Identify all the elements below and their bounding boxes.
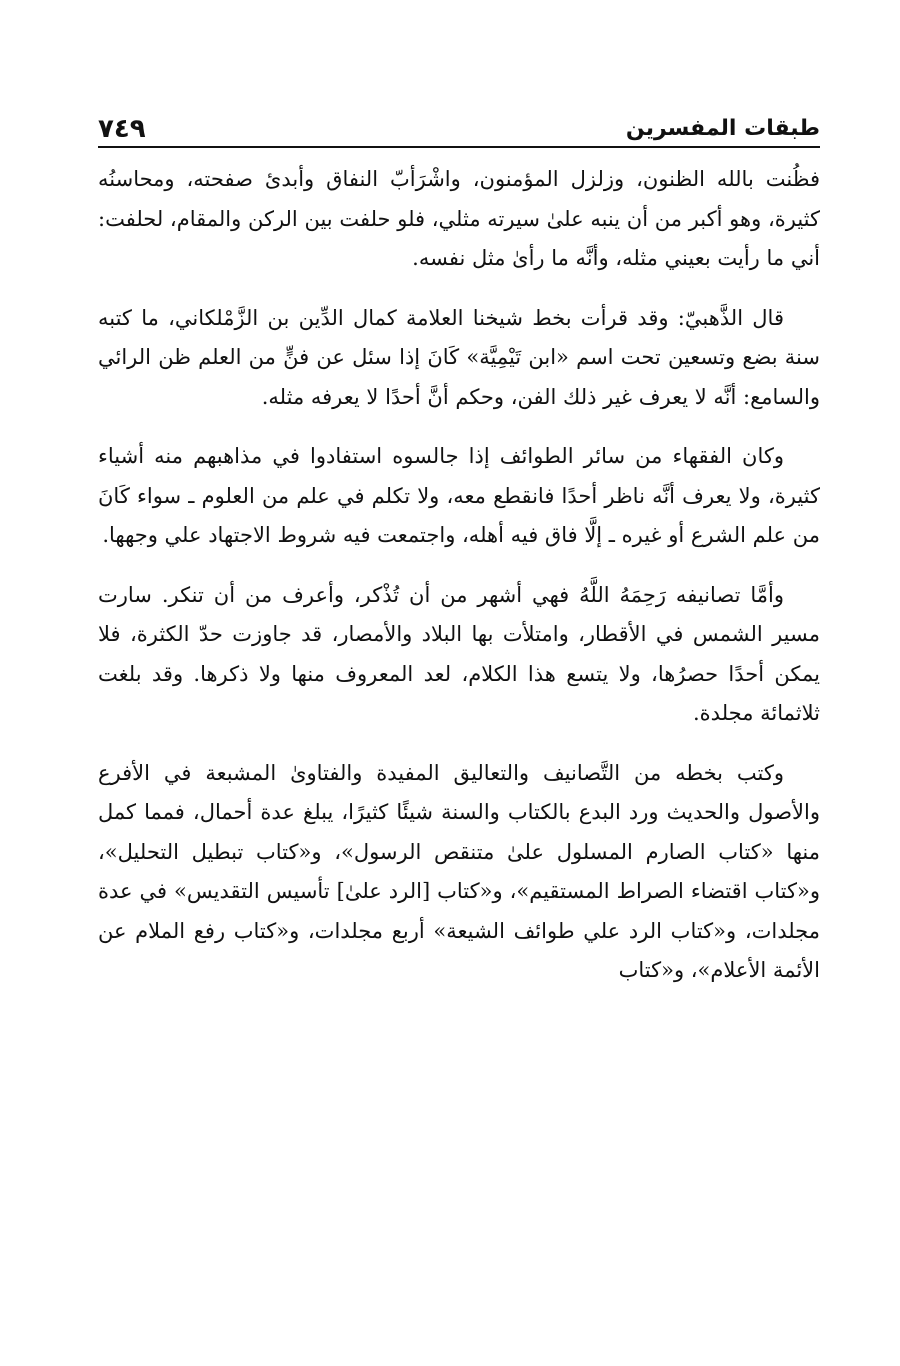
paragraph-4: وأمَّا تصانيفه رَحِمَهُ اللَّهُ فهي أشهر من أن تُذْكر، وأعرف من أن تنكر. سارت مسير الشمس في الأقطار، وامتلأت بها البلاد والأمصار، قد جاوزت حدّ الكثرة، فلا يمكن أحدًا حصرُها، ولا يتسع هذا الكلام، لعد المعروف منها ولا ذكرها. وقد بلغت ثلاثمائة مجلدة. xyxy=(98,582,820,725)
running-header xyxy=(98,100,820,148)
page-number: ٧٤٩ xyxy=(98,114,146,144)
paragraph-3: وكان الفقهاء من سائر الطوائف إذا جالسوه استفادوا في مذاهبهم منه أشياء كثيرة، ولا يعرف أنَّه ناظر أحدًا فانقطع معه، ولا تكلم في علم من العلوم ـ سواء كَانَ من علم الشرع أو غيره ـ إلَّا فاق فيه أهله، واجتمعت فيه شروط الاجتهاد علي وجهها. xyxy=(98,444,820,547)
book-page xyxy=(98,100,820,1011)
running-title: طبقات المفسرين xyxy=(625,116,820,141)
body-text xyxy=(98,160,820,991)
paragraph-2: قال الذَّهبيّ: وقد قرأت بخط شيخنا العلامة كمال الدِّين بن الزَّمْلكاني، ما كتبه سنة بضع وتسعين تحت اسم «ابن تَيْمِيَّة» كَانَ إذا سئل عن فنٍّ من العلم ظن الرائي والسامع: أنَّه لا يعرف غير ذلك الفن، وحكم أنَّ أحدًا لا يعرفه مثله. xyxy=(98,305,820,409)
paragraph-1: فظُنت بالله الظنون، وزلزل المؤمنون، واشْرَأبّ النفاق وأبدئ صفحته، ومحاسنُه كثيرة، وهو أكبر من أن ينبه علىٰ سيرته مثلي، فلو حلفت بين الركن والمقام، لحلفت: أني ما رأيت بعيني مثله، وأنَّه ما رأىٰ مثل نفسه. xyxy=(98,167,820,270)
paragraph-5: وكتب بخطه من التَّصانيف والتعاليق المفيدة والفتاوىٰ المشبعة في الأفرع والأصول والحديث ورد البدع بالكتاب والسنة شيئًا كثيرًا، يبلغ عدة أحمال، فمما كمل منها «كتاب الصارم المسلول علىٰ متنقص الرسول»، و«كتاب تبطيل التحليل»، و«كتاب اقتضاء الصراط المستقيم»، و«كتاب [الرد علىٰ] تأسيس التقديس» في عدة مجلدات، و«كتاب الرد علي طوائف الشيعة» أربع مجلدات، و«كتاب رفع الملام عن الأئمة الأعلام»، و«كتاب xyxy=(98,760,820,982)
